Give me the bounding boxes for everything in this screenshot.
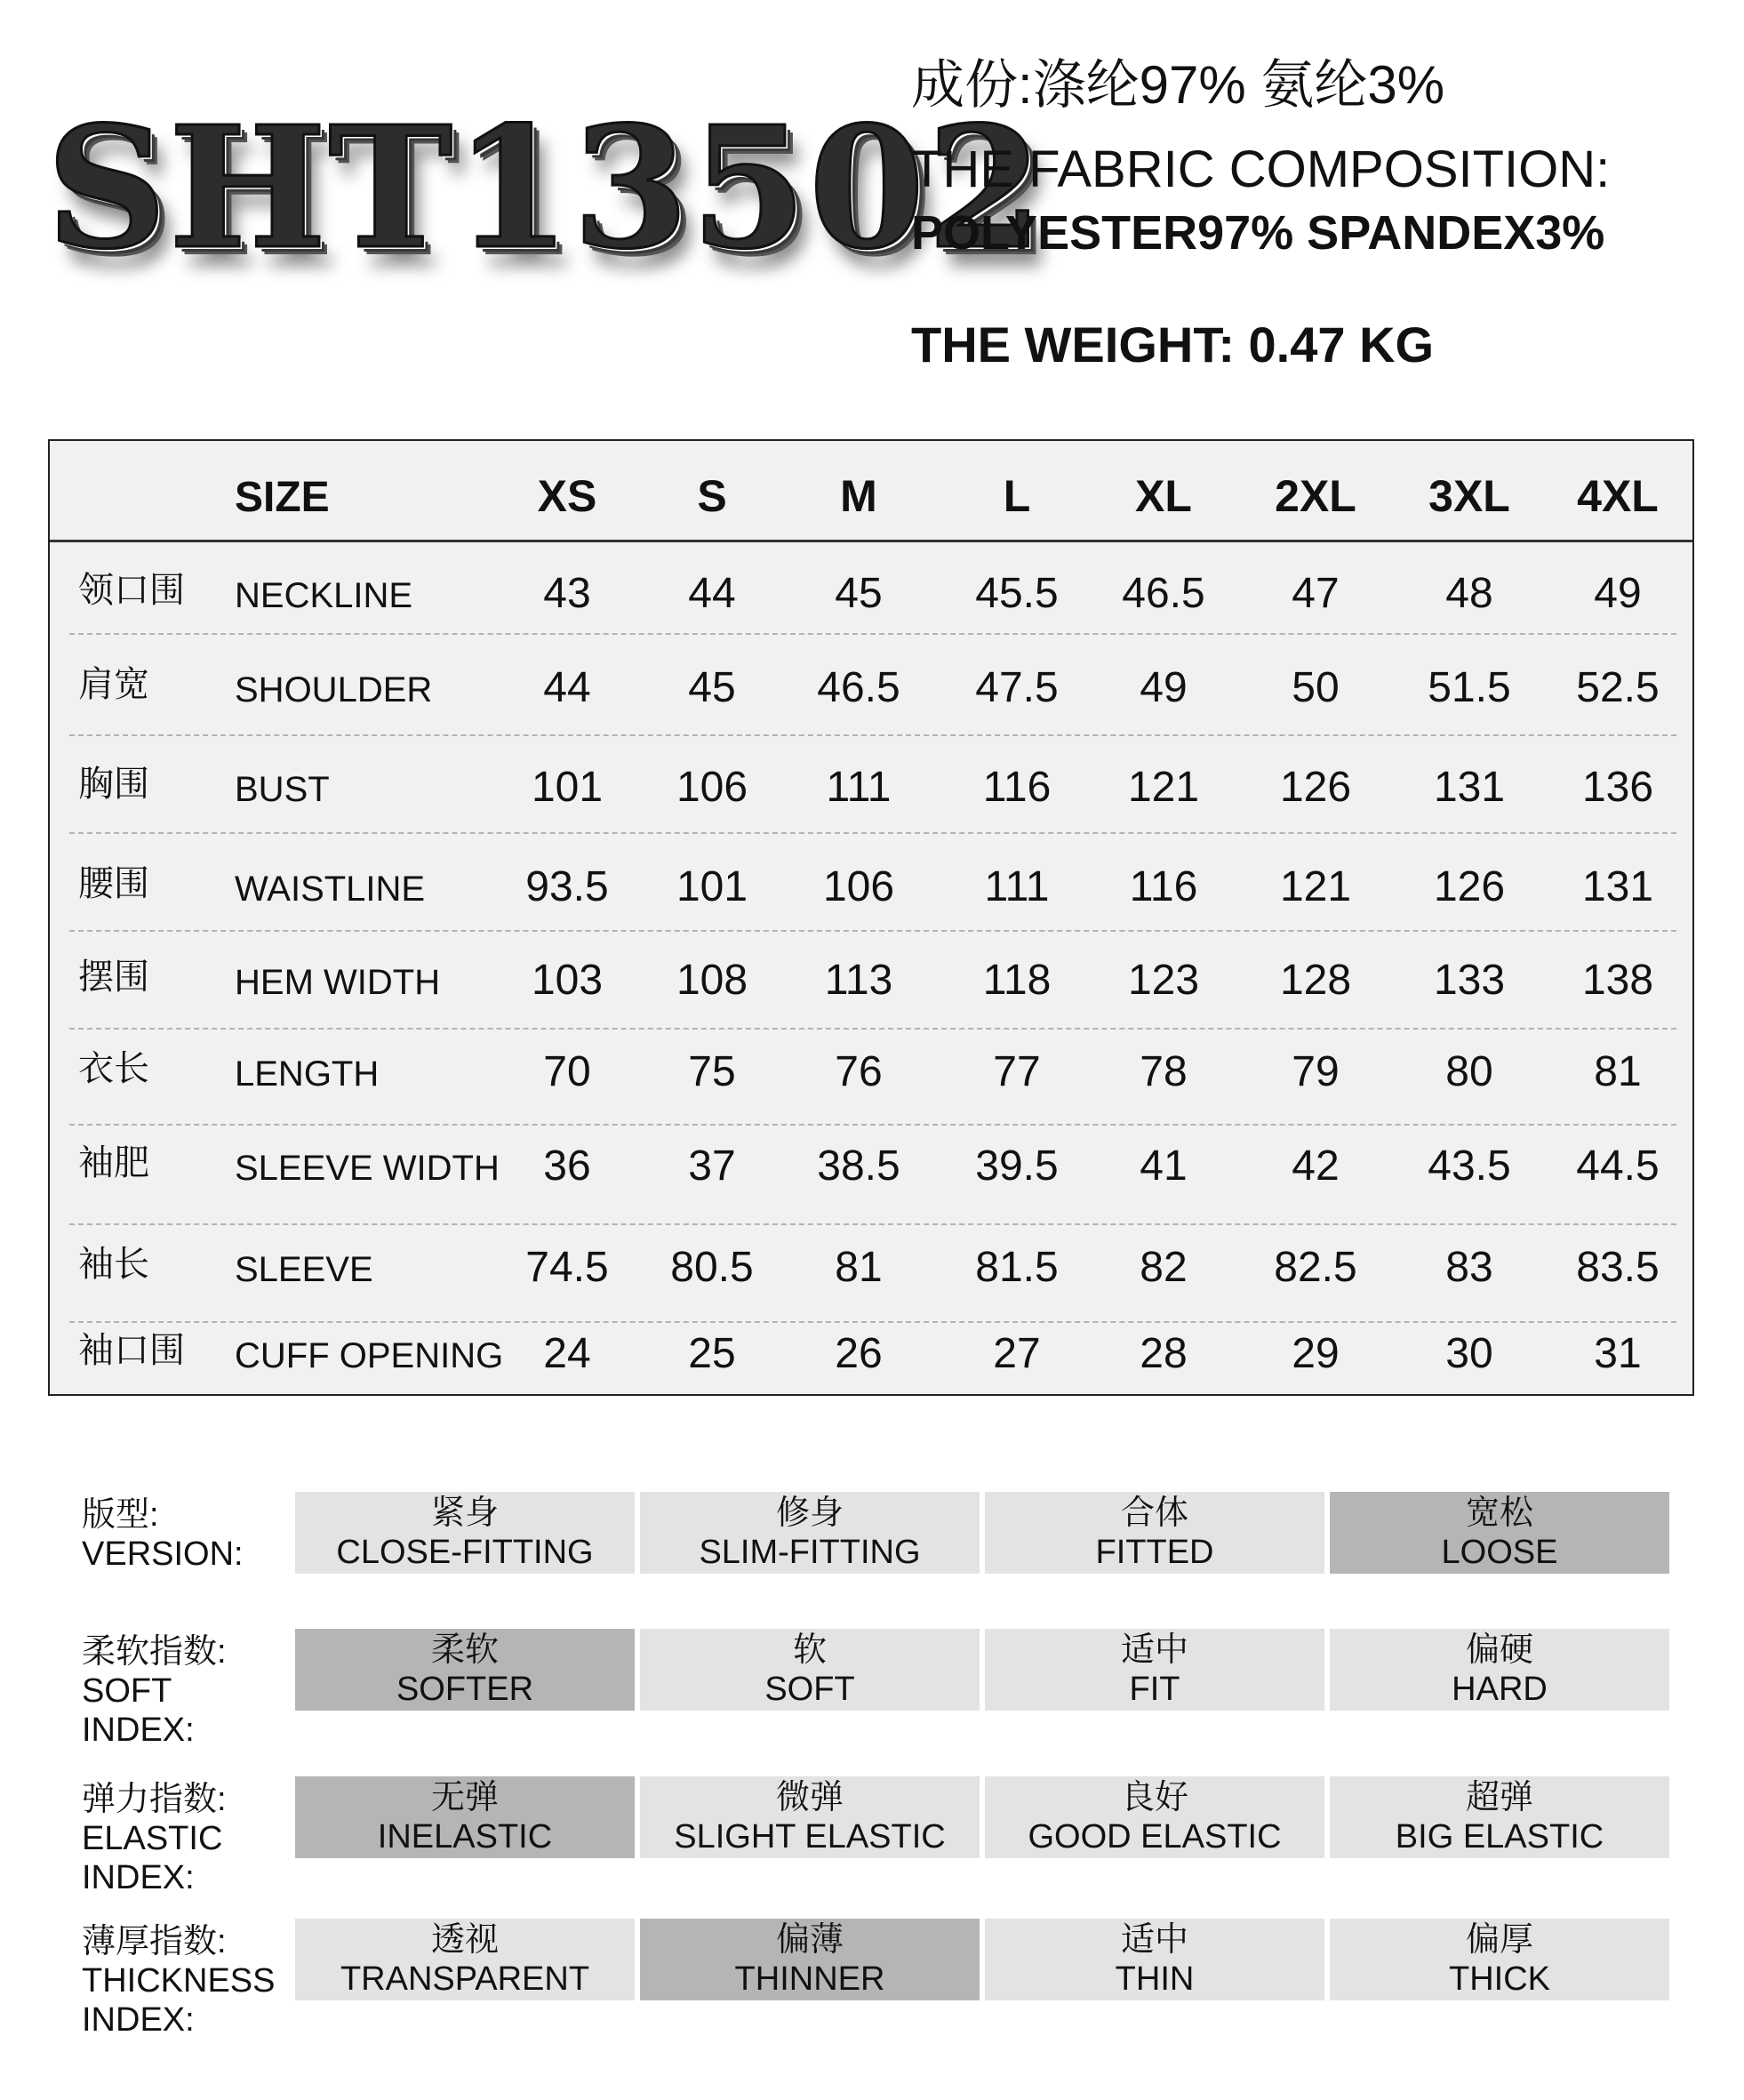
option-label-en: SLIM-FITTING	[699, 1534, 921, 1571]
row-divider	[69, 1124, 1676, 1126]
attribute-option	[1330, 1919, 1669, 2000]
table-cell: 106	[822, 863, 895, 910]
attribute-label-line: 版型:	[82, 1496, 159, 1534]
attribute-option	[640, 1629, 980, 1711]
table-cell: 46.5	[1122, 570, 1205, 617]
option-label-cn: 透视	[430, 1921, 499, 1959]
option-label-cn: 超弹	[1465, 1779, 1533, 1816]
size-header-l: L	[1003, 471, 1031, 521]
table-cell: 24	[543, 1330, 591, 1377]
table-cell: 77	[993, 1048, 1041, 1095]
table-cell: 93.5	[525, 863, 609, 910]
size-column-label: SIZE	[235, 474, 330, 521]
attribute-label-line: INDEX:	[82, 2001, 195, 2039]
size-header-xs: XS	[537, 471, 597, 521]
option-label-en: SOFTER	[396, 1671, 534, 1708]
option-label-cn: 软	[792, 1631, 827, 1669]
table-cell: 83.5	[1576, 1244, 1660, 1291]
measurement-name-en: WAISTLINE	[235, 870, 426, 909]
composition-value: POLYESTER97% SPANDEX3%	[911, 206, 1605, 260]
attribute-option	[295, 1492, 635, 1574]
option-label-en: THINNER	[734, 1960, 885, 1998]
table-cell: 44	[543, 664, 591, 711]
measurement-name-cn: 摆围	[78, 958, 149, 997]
attribute-label-line: 弹力指数:	[82, 1781, 227, 1818]
option-label-cn: 良好	[1120, 1779, 1188, 1816]
attribute-label	[82, 1922, 275, 2040]
table-cell: 25	[688, 1330, 736, 1377]
option-label-cn: 宽松	[1465, 1495, 1533, 1532]
option-label-cn: 无弹	[430, 1779, 499, 1816]
table-cell: 27	[993, 1330, 1041, 1377]
attribute-option	[640, 1776, 980, 1858]
table-cell: 41	[1140, 1142, 1188, 1190]
table-cell: 131	[1581, 863, 1654, 910]
table-cell: 50	[1292, 664, 1340, 711]
attribute-option	[985, 1492, 1324, 1574]
size-header-s: S	[697, 471, 727, 521]
table-cell: 113	[824, 957, 893, 1004]
table-cell: 49	[1594, 570, 1642, 617]
table-cell: 51.5	[1428, 664, 1511, 711]
table-cell: 45	[835, 570, 883, 617]
attribute-option-selected	[640, 1919, 980, 2000]
attribute-label-line: SOFT	[82, 1672, 172, 1710]
table-cell: 82.5	[1274, 1244, 1357, 1291]
size-header-m: M	[840, 471, 877, 521]
size-header-4xl: 4XL	[1577, 471, 1659, 521]
table-cell: 121	[1127, 764, 1200, 811]
table-cell: 44	[688, 570, 736, 617]
option-label-cn: 柔软	[430, 1631, 499, 1669]
attribute-option	[1330, 1629, 1669, 1711]
option-label-cn: 偏硬	[1465, 1631, 1533, 1669]
attribute-label	[82, 1780, 227, 1897]
table-cell: 79	[1292, 1048, 1340, 1095]
table-cell: 43.5	[1428, 1142, 1511, 1190]
option-label-en: TRANSPARENT	[340, 1960, 590, 1998]
table-cell: 121	[1279, 863, 1352, 910]
table-cell: 48	[1445, 570, 1493, 617]
option-label-en: LOOSE	[1441, 1534, 1558, 1571]
table-cell: 46.5	[817, 664, 900, 711]
composition-label: THE FABRIC COMPOSITION:	[911, 140, 1611, 198]
option-label-en: FITTED	[1095, 1534, 1214, 1571]
attribute-label-line: VERSION:	[82, 1535, 244, 1573]
option-label-en: HARD	[1452, 1671, 1548, 1708]
size-table	[48, 439, 1694, 1396]
weight-label: THE WEIGHT: 0.47 KG	[911, 317, 1435, 373]
table-cell: 131	[1433, 764, 1506, 811]
measurement-name-en: CUFF OPENING	[235, 1336, 504, 1375]
table-cell: 108	[676, 957, 748, 1004]
row-divider	[69, 930, 1676, 932]
option-label-cn: 适中	[1120, 1631, 1188, 1669]
table-cell: 75	[688, 1048, 736, 1095]
measurement-name-cn: 胸围	[78, 765, 149, 804]
attribute-option-selected	[295, 1629, 635, 1711]
table-cell: 52.5	[1576, 664, 1660, 711]
option-label-cn: 偏厚	[1465, 1921, 1533, 1959]
size-header-3xl: 3XL	[1428, 471, 1510, 521]
table-cell: 37	[688, 1142, 736, 1190]
attribute-option	[1330, 1776, 1669, 1858]
table-cell: 49	[1140, 664, 1188, 711]
table-cell: 111	[984, 863, 1050, 910]
table-cell: 76	[835, 1048, 883, 1095]
measurement-name-en: NECKLINE	[235, 576, 413, 615]
row-divider	[69, 1028, 1676, 1030]
attribute-option	[640, 1492, 980, 1574]
composition-cn: 成份:涤纶97% 氨纶3%	[911, 55, 1445, 115]
option-label-en: THICK	[1449, 1960, 1550, 1998]
table-cell: 81	[835, 1244, 883, 1291]
table-cell: 116	[1129, 863, 1198, 910]
size-header-xl: XL	[1135, 471, 1192, 521]
option-label-en: CLOSE-FITTING	[336, 1534, 594, 1571]
row-divider	[69, 832, 1676, 834]
measurement-name-cn: 肩宽	[78, 665, 149, 704]
option-label-en: SOFT	[764, 1671, 855, 1708]
option-label-cn: 微弹	[775, 1779, 844, 1816]
measurement-name-en: BUST	[235, 770, 330, 809]
table-cell: 47	[1292, 570, 1340, 617]
table-cell: 30	[1445, 1330, 1493, 1377]
measurement-name-en: HEM WIDTH	[235, 963, 441, 1002]
attribute-option	[985, 1776, 1324, 1858]
table-cell: 80	[1445, 1048, 1493, 1095]
table-cell: 45.5	[975, 570, 1059, 617]
option-label-en: FIT	[1129, 1671, 1180, 1708]
table-cell: 43	[543, 570, 591, 617]
product-code: SHT13502	[46, 90, 1045, 286]
table-cell: 26	[835, 1330, 883, 1377]
table-cell: 128	[1279, 957, 1352, 1004]
attribute-option-selected	[1330, 1492, 1669, 1574]
table-cell: 38.5	[817, 1142, 900, 1190]
option-label-en: INELASTIC	[377, 1818, 553, 1856]
option-label-cn: 偏薄	[775, 1921, 844, 1959]
table-cell: 123	[1127, 957, 1200, 1004]
table-cell: 101	[676, 863, 748, 910]
option-label-en: BIG ELASTIC	[1395, 1818, 1604, 1856]
attribute-option	[295, 1919, 635, 2000]
measurement-name-cn: 袖长	[78, 1245, 149, 1284]
measurement-name-en: SHOULDER	[235, 670, 433, 709]
option-label-en: GOOD ELASTIC	[1028, 1818, 1282, 1856]
row-divider	[69, 1321, 1676, 1323]
attribute-option-selected	[295, 1776, 635, 1858]
table-cell: 82	[1140, 1244, 1188, 1291]
attribute-label-line: THICKNESS	[82, 1962, 276, 2000]
table-cell: 80.5	[670, 1244, 754, 1291]
row-divider	[69, 734, 1676, 736]
table-cell: 101	[531, 764, 604, 811]
option-label-cn: 适中	[1120, 1921, 1188, 1959]
option-label-cn: 修身	[775, 1495, 844, 1532]
table-cell: 126	[1279, 764, 1352, 811]
table-cell: 103	[531, 957, 604, 1004]
attribute-label	[82, 1495, 244, 1574]
option-label-en: SLIGHT ELASTIC	[674, 1818, 946, 1856]
option-label-en: THIN	[1115, 1960, 1195, 1998]
option-label-cn: 紧身	[430, 1495, 499, 1532]
table-cell: 74.5	[525, 1244, 609, 1291]
measurement-name-cn: 腰围	[78, 864, 149, 903]
table-cell: 31	[1594, 1330, 1642, 1377]
measurement-name-en: SLEEVE WIDTH	[235, 1149, 500, 1188]
row-divider	[69, 633, 1676, 635]
table-cell: 126	[1433, 863, 1506, 910]
attribute-label-line: INDEX:	[82, 1711, 195, 1749]
attribute-option	[985, 1629, 1324, 1711]
table-cell: 29	[1292, 1330, 1340, 1377]
table-cell: 47.5	[975, 664, 1059, 711]
table-cell: 45	[688, 664, 736, 711]
attribute-label-line: 柔软指数:	[82, 1633, 227, 1671]
table-cell: 28	[1140, 1330, 1188, 1377]
attribute-label-line: INDEX:	[82, 1859, 195, 1896]
measurement-name-cn: 袖口围	[78, 1331, 185, 1370]
attribute-label-line: 薄厚指数:	[82, 1923, 227, 1960]
table-cell: 44.5	[1576, 1142, 1660, 1190]
table-cell: 106	[676, 764, 748, 811]
table-cell: 81.5	[975, 1244, 1059, 1291]
table-cell: 83	[1445, 1244, 1493, 1291]
table-cell: 133	[1433, 957, 1506, 1004]
measurement-name-cn: 袖肥	[78, 1143, 149, 1182]
measurement-name-cn: 衣长	[78, 1049, 149, 1088]
size-header-2xl: 2XL	[1275, 471, 1356, 521]
measurement-name-en: SLEEVE	[235, 1250, 373, 1289]
option-label-cn: 合体	[1120, 1495, 1188, 1532]
attribute-label-line: ELASTIC	[82, 1820, 223, 1857]
table-cell: 36	[543, 1142, 591, 1190]
row-divider	[69, 1223, 1676, 1225]
table-cell: 116	[982, 764, 1052, 811]
table-cell: 138	[1581, 957, 1654, 1004]
attribute-option	[985, 1919, 1324, 2000]
table-cell: 42	[1292, 1142, 1340, 1190]
measurement-name-cn: 领口围	[78, 571, 185, 610]
table-cell: 136	[1581, 764, 1654, 811]
table-cell: 118	[982, 957, 1052, 1004]
table-cell: 78	[1140, 1048, 1188, 1095]
table-cell: 111	[826, 764, 892, 811]
measurement-name-en: LENGTH	[235, 1054, 380, 1094]
table-cell: 39.5	[975, 1142, 1059, 1190]
size-table-header	[50, 441, 1692, 542]
table-cell: 70	[543, 1048, 591, 1095]
table-cell: 81	[1594, 1048, 1642, 1095]
attribute-label	[82, 1632, 227, 1750]
